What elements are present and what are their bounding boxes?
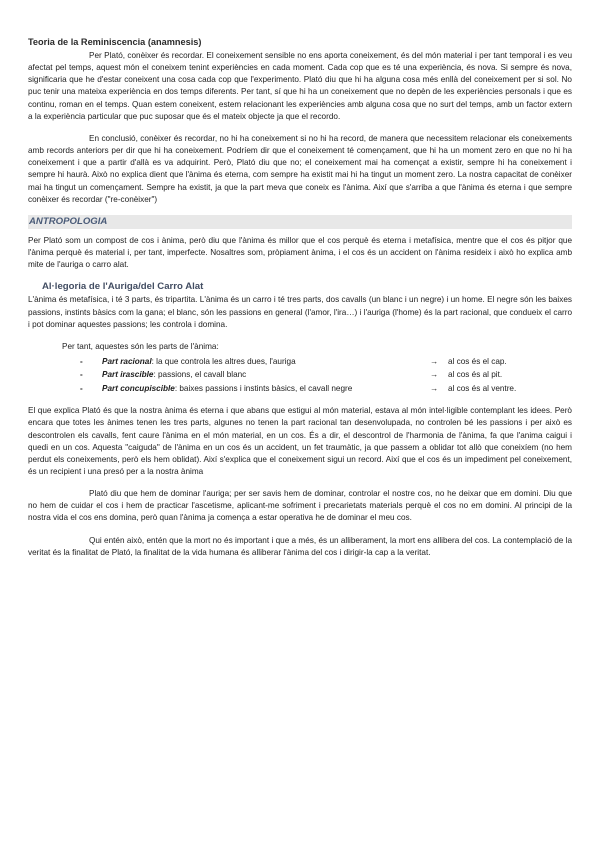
paragraph-allegory-4: Qui entén això, entén que la mort no és important i que a més, és un alliberament, la mort ens allibera del cos. La contemplació de la veritat és la finalitat de Plató, la finalitat de la vida humana és alliberar l'ànima del cos i dirigir-la cap a la veritat. [28, 535, 572, 557]
list-dash: - [80, 370, 83, 380]
list-item-dest: al cos és al pit. [448, 370, 503, 380]
list-item-text [102, 368, 430, 381]
arrow-icon: → [430, 356, 439, 366]
arrow-icon: → [430, 370, 439, 380]
list-item-term: Part concupiscible [102, 383, 175, 393]
list-item-dest: al cos és el cap. [448, 356, 507, 366]
subheading-allegory: Al·legoria de l'Auriga/del Carro Alat [42, 281, 204, 293]
paragraph-reminiscence-1: Per Plató, conèixer és recordar. El coneixement sensible no ens aporta coneixement, és del món material i per tant temporal i es veu afectat pel temps, aquest món el coneixem tenint experiències en cada moment. Cada cop que es té una experiència, és nova. Si sempre és nova, significaria que he d'estar coneixent una cosa cada cop que l'experimento. Plató diu que hi ha alguna cosa més enllà del coneixement per si sol. No puc tenir una mateixa experiència en dos temps diferents. Per tant, sí que hi ha un coneixement que no depèn de les experiències personals i que es continu, roman en el temps. Quan estem coneixent, estem relacionant les experiències amb alguna cosa que no surt del temps, amb un factor extern a la experiència particular que puc suposar que és el mateix objecte ja que el recordo. [28, 51, 572, 121]
arrow-icon: → [430, 383, 439, 393]
list-dash: - [80, 383, 83, 393]
list-item [80, 355, 572, 368]
paragraph-allegory-3: Plató diu que hem de dominar l'auriga; per ser savis hem de dominar, controlar el nostre cos, no he deixar que em domini. Diu que no hem de cuidar el cos i hem de practicar l'ascetisme, aplicant-me sofriment i precarietats materials perquè el cos no em domini. Al principi de la nostra vida el cos ens domina, però quan l'ànima ja comença a estar operativa he de dominar el meu cos. [28, 489, 572, 523]
list-item-desc: : la que controla les altres dues, l'auriga [151, 356, 296, 366]
list-item-text [102, 355, 430, 368]
paragraph-antropologia: Per Plató som un compost de cos i ànima, però diu que l'ànima és millor que el cos perquè és eterna i metafísica, mentre que el cos és pitjor que l'ànima perquè és material i, per tant, imperfecte. Nosaltres som, pròpiament ànima, i el cos és un accident on l'ànima resideix i això ho explica amb mite de l'auriga o carro alat. [28, 235, 572, 270]
list-item-term: Part irascible [102, 370, 154, 380]
list-item-text [102, 382, 430, 395]
paragraph-reminiscence-2: En conclusió, conèixer és recordar, no hi ha coneixement si no hi ha record, de manera que necessitem relacionar els coneixements amb records anteriors per dir que hi ha coneixement. Podríem dir que el coneixement té començament, que hi ha un moment zero en que no hi ha coneixement i que a partir d'allà es va adquirint. Però, Plató diu que no; el coneixement mai ha començat a existir, sempre hi ha coneixement i sempre hi haurà. Això no explica dient que l'ànima és eterna, com sempre ha existit mai hi ha tingut un moment zero. La nostra capacitat de conèixer mai ha tingut un començament. Sempre ha existit, ja que la part meva que coneix es l'ànima. Així que s'arriba a que l'ànima és eterna i que sempre conèixer és recordar ("re-conèixer") [28, 133, 572, 204]
paragraph-allegory-2: El que explica Plató és que la nostra ànima és eterna i que abans que estigui al món material, estava al món intel·ligible contemplant les idees. Però encara que totes les ànimes tenen les tres parts, algunes no tenen la part racional tan desenvolupada, no controlen bé les passions i per això es descontrolen els cavalls, fent caure l'ànima en el món material, en un cos. És a dir, el descontrol de l'harmonia de l'ànima, fa que l'anima caigui i quedi en un cos. Aquesta "caiguda" de l'ànima en un cos és un accident, un fet traumàtic, ja que passem a oblidar tot allò que coneixíem (no hem perdut els coneixements, però els hem oblidat). Així s'explica que el coneixement sigui un record. Així que el cos és un impediment pel coneixement, és un recipient i una presó per a la nostra ànima [28, 406, 572, 476]
paragraph-allegory-1: L'ànima és metafísica, i té 3 parts, és tripartita. L'ànima és un carro i té tres parts, dos cavalls (un blanc i un negre) i un home. El negre són les baixes passions, instints bàsics com la gana; el blanc, són les passions en general (l'amor, l'ira…) i l'auriga (l'home) és la part racional, que condueix el carro i pot dominar aquestes passions; les controla i domina. [28, 295, 572, 329]
list-item [80, 382, 572, 395]
list-item-desc: : baixes passions i instints bàsics, el cavall negre [174, 383, 353, 393]
document-page [28, 36, 572, 559]
section-heading-antropologia: ANTROPOLOGIA [28, 215, 572, 229]
soul-parts-list [80, 355, 572, 395]
section-title-reminiscence: Teoria de la Reminiscencia (anamnesis) [28, 37, 202, 47]
list-item-desc: : passions, el cavall blanc [153, 370, 247, 380]
list-dash: - [80, 356, 83, 366]
list-intro: Per tant, aquestes són les parts de l'ànima: [62, 341, 219, 351]
list-item [80, 368, 572, 381]
list-item-dest: al cos és al ventre. [448, 383, 517, 393]
list-item-term: Part racional [102, 356, 152, 366]
